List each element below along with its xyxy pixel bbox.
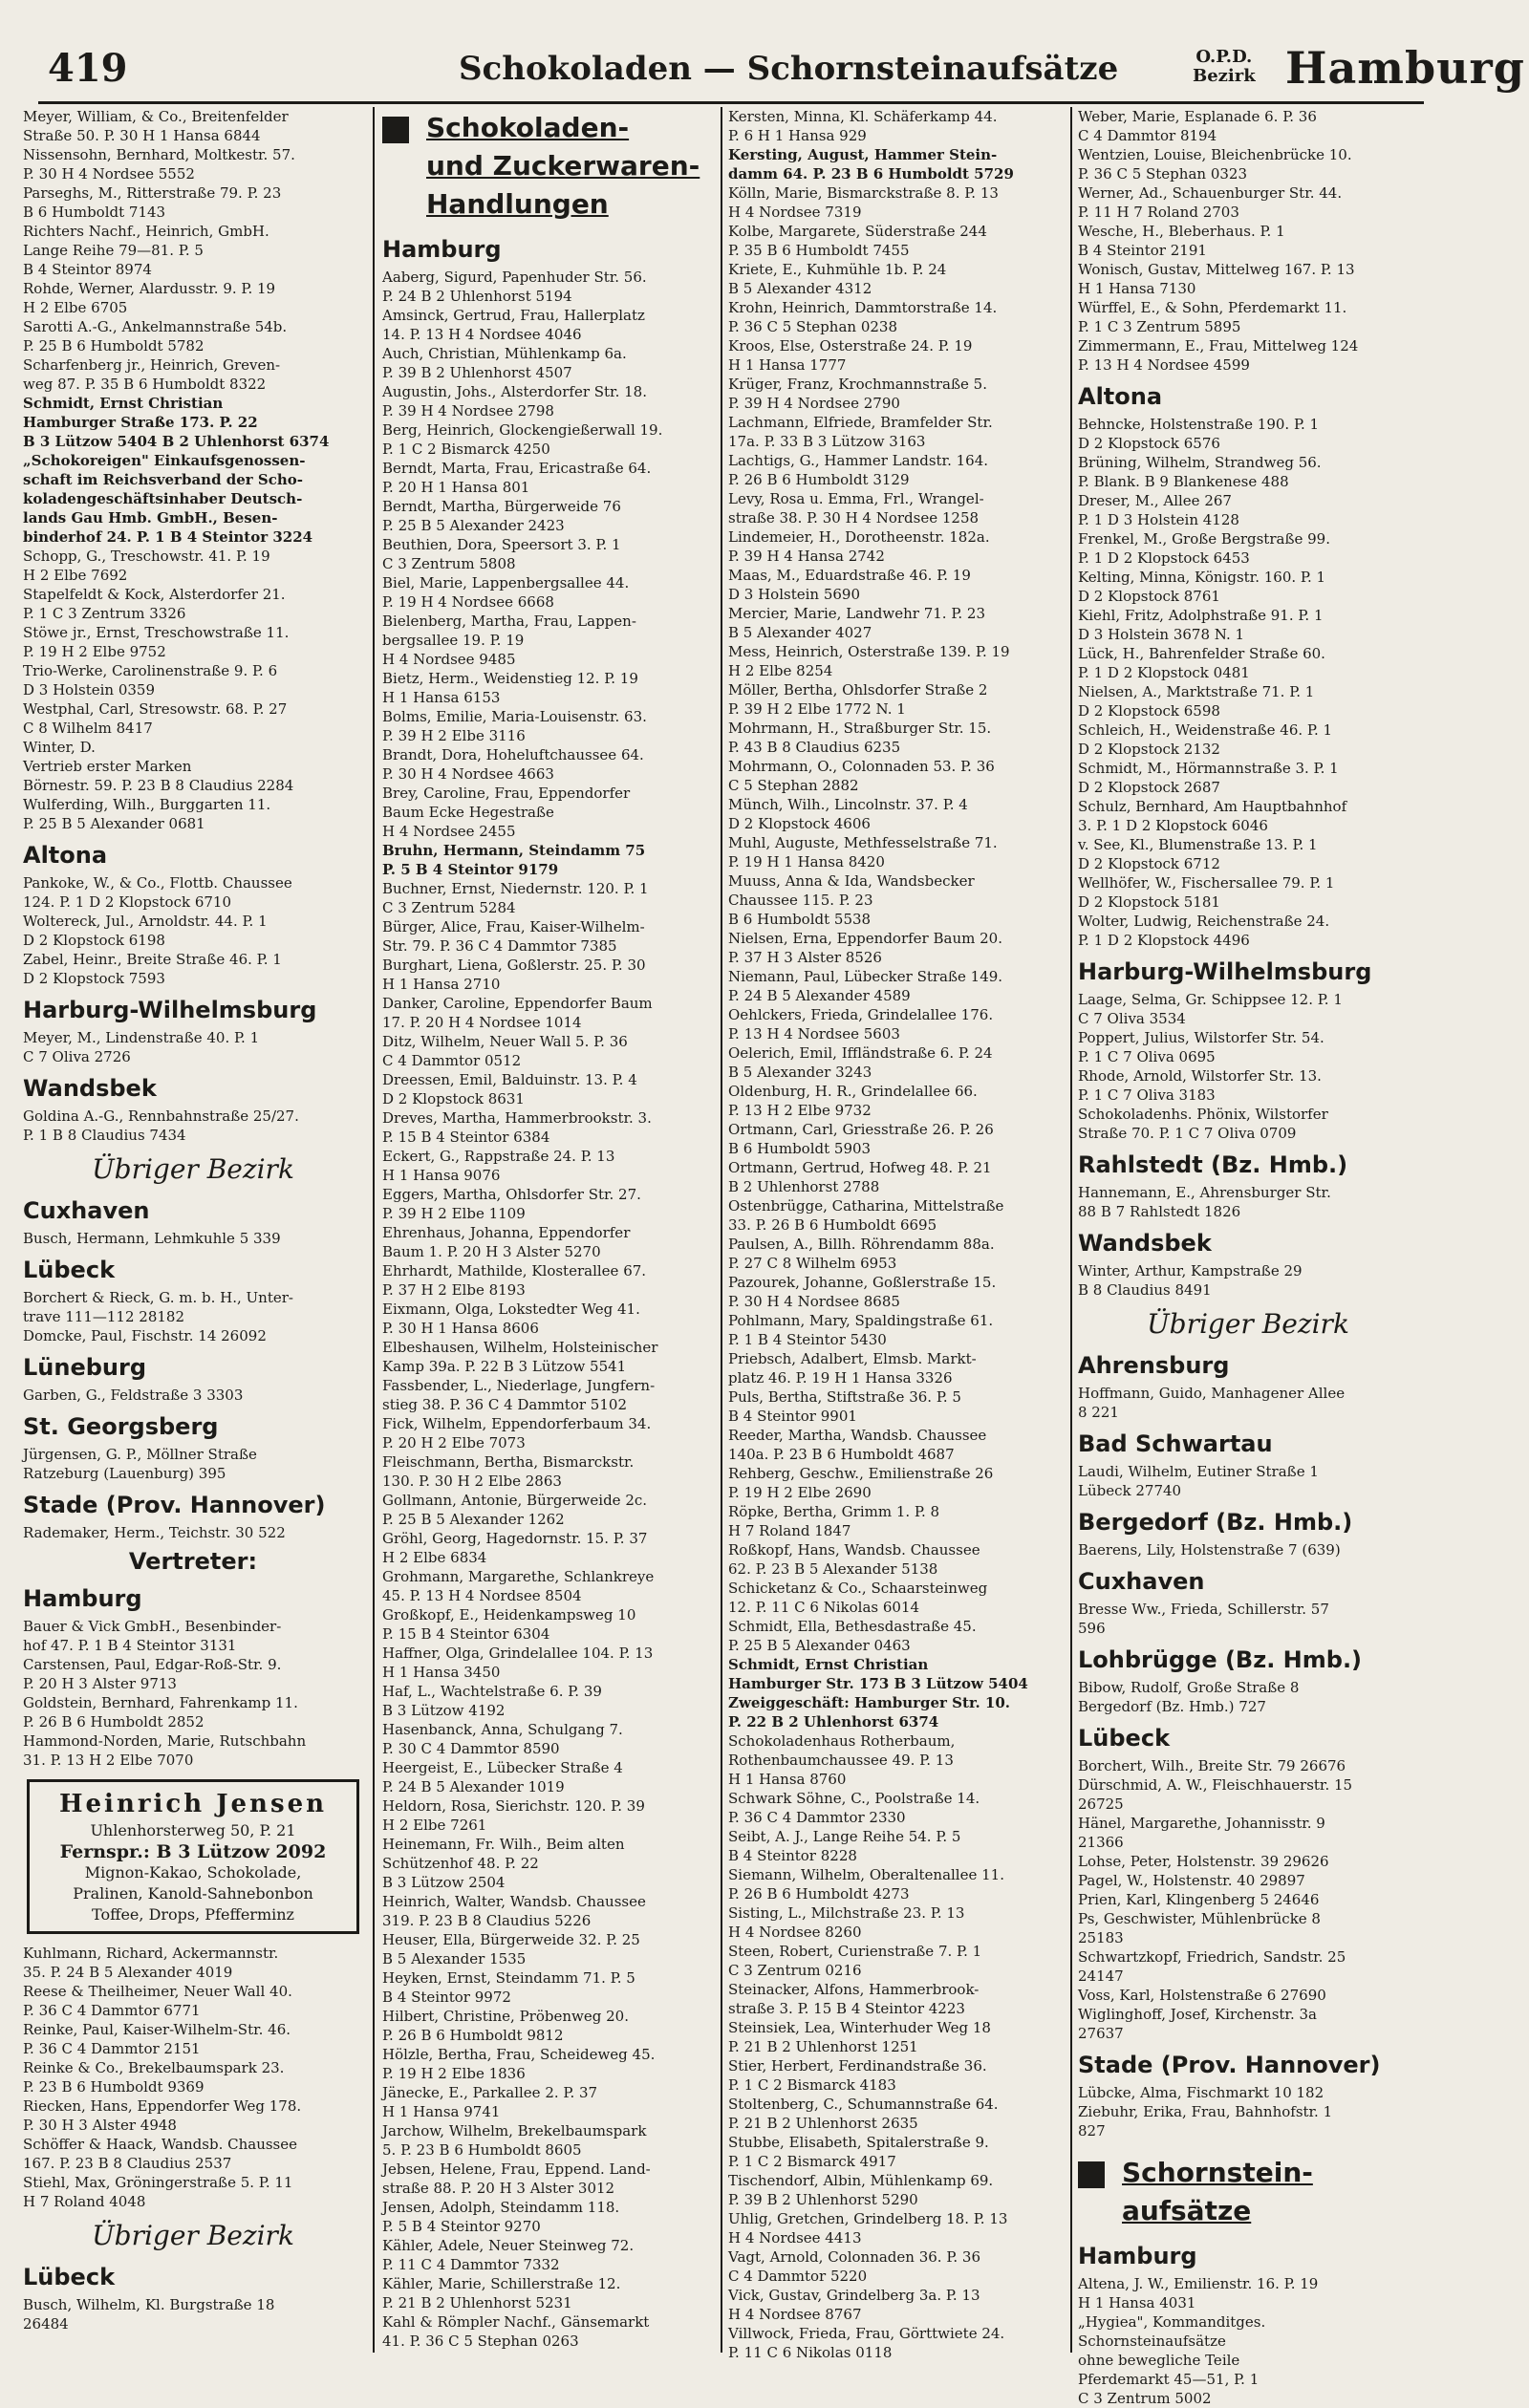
listing-entry: Carstensen, Paul, Edgar-Roß-Str. 9. P. 20 H 3 Alster 9713 bbox=[23, 1656, 282, 1692]
section-heading: Lübeck bbox=[1078, 1725, 1171, 1752]
section-heading: Bad Schwartau bbox=[1078, 1430, 1273, 1457]
listing-entry: Voss, Karl, Holstenstraße 6 27690 bbox=[1078, 1987, 1326, 2004]
listing-entry: Biel, Marie, Lappenbergsallee 44. P. 19 H 4 Nordsee 6668 bbox=[382, 574, 630, 611]
listing-entry: Uhlig, Gretchen, Grindelberg 18. P. 13 H 4 Nordsee 4413 bbox=[728, 2210, 1008, 2247]
listing-entry: Laage, Selma, Gr. Schippsee 12. P. 1 C 7 Oliva 3534 bbox=[1078, 991, 1343, 1027]
listing-entry: Ehrenhaus, Johanna, Eppendorfer Baum 1. P. 20 H 3 Alster 5270 bbox=[382, 1224, 631, 1260]
listing-entry: Jebsen, Helene, Frau, Eppend. Land- straße 88. P. 20 H 3 Alster 3012 bbox=[382, 2161, 651, 2197]
listing-entry: Kahl & Römpler Nachf., Gänsemarkt 41. P. 36 C 5 Stephan 0263 bbox=[382, 2313, 650, 2350]
listing-entry: Laudi, Wilhelm, Eutiner Straße 1 Lübeck 27740 bbox=[1078, 1463, 1319, 1499]
listing-entry: Röpke, Bertha, Grimm 1. P. 8 H 7 Roland 1847 bbox=[728, 1503, 940, 1539]
listing-entry: Schwark Söhne, C., Poolstraße 14. P. 36 C 4 Dammtor 2330 bbox=[728, 1790, 980, 1826]
listing-entry: Reinke & Co., Brekelbaumspark 23. P. 23 B 6 Humboldt 9369 bbox=[23, 2059, 285, 2096]
listing-entry: Rhode, Arnold, Wilstorfer Str. 13. P. 1 C 7 Oliva 3183 bbox=[1078, 1067, 1322, 1104]
listing-entry: Winter, D. Vertrieb erster Marken Börnestr. 59. P. 23 B 8 Claudius 2284 bbox=[23, 739, 294, 794]
listing-entry: Reese & Theilheimer, Neuer Wall 40. P. 36 C 4 Dammtor 6771 bbox=[23, 1983, 292, 2019]
listing-entry: Sarotti A.-G., Ankelmannstraße 54b. P. 25 B 6 Humboldt 5782 bbox=[23, 318, 288, 355]
listing-entry: Oldenburg, H. R., Grindelallee 66. P. 13 H 2 Elbe 9732 bbox=[728, 1083, 978, 1119]
listing-entry: Poppert, Julius, Wilstorfer Str. 54. P. 1 C 7 Oliva 0695 bbox=[1078, 1029, 1324, 1065]
listing-entry: Seibt, A. J., Lange Reihe 54. P. 5 B 4 Steintor 8228 bbox=[728, 1828, 961, 1864]
section-heading: Ahrensburg bbox=[1078, 1352, 1230, 1379]
listing-entry: Nissensohn, Bernhard, Moltkestr. 57. P. 30 H 4 Nordsee 5552 bbox=[23, 146, 295, 183]
listing-entry: Altena, J. W., Emilienstr. 16. P. 19 H 1 Hansa 4031 bbox=[1078, 2275, 1319, 2311]
column-divider bbox=[1070, 107, 1072, 2353]
listing-entry: Rehberg, Geschw., Emilienstraße 26 P. 19 H 2 Elbe 2690 bbox=[728, 1465, 994, 1501]
listing-entry: Nielsen, A., Marktstraße 71. P. 1 D 2 Klopstock 6598 bbox=[1078, 683, 1315, 720]
listing-entry: Vick, Gustav, Grindelberg 3a. P. 13 H 4 Nordsee 8767 bbox=[728, 2287, 980, 2323]
listing-entry: Wesche, H., Bleberhaus. P. 1 B 4 Steintor 2191 bbox=[1078, 223, 1285, 259]
listing-entry: Ostenbrügge, Catharina, Mittelstraße 33. P. 26 B 6 Humboldt 6695 bbox=[728, 1197, 1004, 1234]
listing-entry: Hoffmann, Guido, Manhagener Allee 8 221 bbox=[1078, 1385, 1346, 1421]
listing-entry: Eckert, G., Rappstraße 24. P. 13 H 1 Hansa 9076 bbox=[382, 1148, 615, 1184]
section-heading: Cuxhaven bbox=[1078, 1568, 1205, 1595]
listing-entry: Berndt, Marta, Frau, Ericastraße 64. P. 20 H 1 Hansa 801 bbox=[382, 460, 652, 496]
listing-entry: Mohrmann, H., Straßburger Str. 15. P. 43 B 8 Claudius 6235 bbox=[728, 720, 992, 756]
listing-entry: Buchner, Ernst, Niedernstr. 120. P. 1 C 3 Zentrum 5284 bbox=[382, 880, 649, 916]
listing-entry: Pazourek, Johanne, Goßlerstraße 15. P. 30 H 4 Nordsee 8685 bbox=[728, 1274, 997, 1310]
listing-entry: Zabel, Heinr., Breite Straße 46. P. 1 D 2 Klopstock 7593 bbox=[23, 951, 282, 987]
listing-entry: Heinemann, Fr. Wilh., Beim alten Schützenhof 48. P. 22 B 3 Lützow 2504 bbox=[382, 1836, 625, 1891]
listing-entry: Haffner, Olga, Grindelallee 104. P. 13 H 1 Hansa 3450 bbox=[382, 1645, 654, 1681]
listing-entry: Maas, M., Eduardstraße 46. P. 19 D 3 Holstein 5690 bbox=[728, 567, 971, 603]
city-heading: Hamburg bbox=[1285, 42, 1525, 94]
section-heading: Harburg-Wilhelmsburg bbox=[1078, 958, 1372, 985]
listing-entry: Berndt, Martha, Bürgerweide 76 P. 25 B 5 Alexander 2423 bbox=[382, 498, 621, 534]
listing-entry: Bauer & Vick GmbH., Besenbinder- hof 47. P. 1 B 4 Steintor 3131 bbox=[23, 1618, 282, 1654]
listing-entry: Stubbe, Elisabeth, Spitalerstraße 9. P. 1 C 2 Bismarck 4917 bbox=[728, 2134, 989, 2170]
listing-entry: Mercier, Marie, Landwehr 71. P. 23 B 5 Alexander 4027 bbox=[728, 605, 986, 641]
listing-entry: Parseghs, M., Ritterstraße 79. P. 23 B 6 Humboldt 7143 bbox=[23, 184, 282, 221]
section-heading: Altona bbox=[1078, 383, 1163, 410]
listing-entry: Garben, G., Feldstraße 3 3303 bbox=[23, 1387, 244, 1404]
section-heading: Wandsbek bbox=[23, 1075, 157, 1102]
listing-entry: Heinrich, Walter, Wandsb. Chaussee 319. P. 23 B 8 Claudius 5226 bbox=[382, 1893, 646, 1929]
listing-entry: Schleich, H., Weidenstraße 46. P. 1 D 2 Klopstock 2132 bbox=[1078, 721, 1333, 758]
listing-entry: Weber, Marie, Esplanade 6. P. 36 C 4 Dammtor 8194 bbox=[1078, 108, 1317, 144]
listing-entry: „Hygiea", Kommanditges. Schornsteinaufsätze ohne bewegliche Teile Pferdemarkt 45—51, P. 1 C 3 Zentrum 5002 bbox=[1078, 2313, 1266, 2407]
listing-entry: Ps, Geschwister, Mühlenbrücke 8 25183 bbox=[1078, 1910, 1321, 1946]
listing-entry: Stöwe jr., Ernst, Treschowstraße 11. P. 19 H 2 Elbe 9752 bbox=[23, 624, 290, 660]
listing-entry: Wolter, Ludwig, Reichenstraße 24. P. 1 D 2 Klopstock 4496 bbox=[1078, 913, 1330, 949]
listing-entry: Burghart, Liena, Goßlerstr. 25. P. 30 H 1 Hansa 2710 bbox=[382, 957, 646, 993]
listing-entry: Stapelfeldt & Kock, Alsterdorfer 21. P. 1 C 3 Zentrum 3326 bbox=[23, 586, 286, 622]
listing-entry: Dürschmid, A. W., Fleischhauerstr. 15 26725 bbox=[1078, 1776, 1353, 1813]
section-heading: Hamburg bbox=[1078, 2243, 1197, 2269]
listing-entry: Kriete, E., Kuhmühle 1b. P. 24 B 5 Alexander 4312 bbox=[728, 261, 947, 297]
advertisement-phone: Fernspr.: B 3 Lützow 2092 bbox=[59, 1841, 327, 1862]
advertisement-box bbox=[27, 1779, 359, 1934]
listing-entry: Danker, Caroline, Eppendorfer Baum 17. P. 20 H 4 Nordsee 1014 bbox=[382, 995, 653, 1031]
listing-entry: Aaberg, Sigurd, Papenhuder Str. 56. P. 24 B 2 Uhlenhorst 5194 bbox=[382, 269, 647, 305]
listing-entry: Behncke, Holstenstraße 190. P. 1 D 2 Klopstock 6576 bbox=[1078, 416, 1320, 452]
listing-entry: Brandt, Dora, Hoheluftchaussee 64. P. 30 H 4 Nordsee 4663 bbox=[382, 746, 644, 783]
listing-entry: Kähler, Adele, Neuer Steinweg 72. P. 11 C 4 Dammtor 7332 bbox=[382, 2237, 635, 2273]
listing-entry: Prien, Karl, Klingenberg 5 24646 bbox=[1078, 1891, 1320, 1908]
section-heading: Lohbrügge (Bz. Hmb.) bbox=[1078, 1646, 1363, 1673]
listing-entry: Kersting, August, Hammer Stein- damm 64. P. 23 B 6 Humboldt 5729 bbox=[728, 146, 1014, 183]
advertisement-products: Mignon-Kakao, Schokolade, Pralinen, Kanold-Sahnebonbon Toffee, Drops, Pfefferminz bbox=[73, 1863, 313, 1924]
listing-entry: Busch, Wilhelm, Kl. Burgstraße 18 26484 bbox=[23, 2296, 275, 2333]
listing-entry: Jänecke, E., Parkallee 2. P. 37 H 1 Hansa 9741 bbox=[382, 2084, 598, 2120]
listing-entry: Jürgensen, G. P., Möllner Straße Ratzeburg (Lauenburg) 395 bbox=[23, 1446, 257, 1482]
listing-entry: Mohrmann, O., Colonnaden 53. P. 36 C 5 Stephan 2882 bbox=[728, 758, 995, 794]
listing-entry: Bolms, Emilie, Maria-Louisenstr. 63. P. 39 H 2 Elbe 3116 bbox=[382, 708, 647, 744]
listing-entry: Lachmann, Elfriede, Bramfelder Str. 17a. P. 33 B 3 Lützow 3163 bbox=[728, 414, 993, 450]
listing-entry: Hänel, Margarethe, Johannisstr. 9 21366 bbox=[1078, 1815, 1325, 1851]
column-divider bbox=[373, 107, 375, 2353]
section-heading: Hamburg bbox=[382, 236, 502, 263]
page-number: 419 bbox=[48, 46, 128, 91]
listing-entry: Zimmermann, E., Frau, Mittelweg 124 P. 13 H 4 Nordsee 4599 bbox=[1078, 337, 1359, 374]
listing-entry: Stier, Herbert, Ferdinandstraße 36. P. 1 C 2 Bismarck 4183 bbox=[728, 2057, 987, 2094]
listing-entry: Bürger, Alice, Frau, Kaiser-Wilhelm- Str. 79. P. 36 C 4 Dammtor 7385 bbox=[382, 918, 645, 955]
listing-entry: Kuhlmann, Richard, Ackermannstr. 35. P. 24 B 5 Alexander 4019 bbox=[23, 1945, 279, 1981]
listing-entry: Stoltenberg, C., Schumannstraße 64. P. 21 B 2 Uhlenhorst 2635 bbox=[728, 2096, 999, 2132]
district-label: O.P.D. Bezirk bbox=[1193, 47, 1256, 86]
listing-entry: Hasenbanck, Anna, Schulgang 7. P. 30 C 4 Dammtor 8590 bbox=[382, 1721, 623, 1757]
listing-entry: Großkopf, E., Heidenkampsweg 10 P. 15 B 4 Steintor 6304 bbox=[382, 1606, 636, 1643]
listing-entry: Lohse, Peter, Holstenstr. 39 29626 bbox=[1078, 1853, 1329, 1870]
listing-entry: Bruhn, Hermann, Steindamm 75 P. 5 B 4 Steintor 9179 bbox=[382, 842, 646, 878]
listing-entry: Ortmann, Carl, Griesstraße 26. P. 26 B 6 Humboldt 5903 bbox=[728, 1121, 994, 1157]
listing-entry: Kolbe, Margarete, Süderstraße 244 P. 35 B 6 Humboldt 7455 bbox=[728, 223, 987, 259]
listing-entry: Oehlckers, Frieda, Grindelallee 176. P. 13 H 4 Nordsee 5603 bbox=[728, 1006, 994, 1043]
listing-entry: Rohde, Werner, Alardusstr. 9. P. 19 H 2 Elbe 6705 bbox=[23, 280, 276, 316]
listing-entry: Levy, Rosa u. Emma, Frl., Wrangel- straße 38. P. 30 H 4 Nordsee 1258 bbox=[728, 490, 984, 527]
listing-entry: Haf, L., Wachtelstraße 6. P. 39 B 3 Lützow 4192 bbox=[382, 1683, 602, 1719]
listing-entry: Schwartzkopf, Friedrich, Sandstr. 25 24147 bbox=[1078, 1948, 1346, 1985]
listing-entry: Kiehl, Fritz, Adolphstraße 91. P. 1 D 3 Holstein 3678 N. 1 bbox=[1078, 607, 1324, 643]
section-heading: Stade (Prov. Hannover) bbox=[23, 1492, 326, 1518]
square-bullet-icon bbox=[382, 117, 409, 143]
listing-entry: Heyken, Ernst, Steindamm 71. P. 5 B 4 Steintor 9972 bbox=[382, 1969, 635, 2006]
column-2 bbox=[382, 107, 722, 2353]
listing-entry: Goldstein, Bernhard, Fahrenkamp 11. P. 26 B 6 Humboldt 2852 bbox=[23, 1694, 298, 1731]
listing-entry: Lindemeier, H., Dorotheenstr. 182a. P. 39 H 4 Hansa 2742 bbox=[728, 528, 990, 565]
listing-entry: Bibow, Rudolf, Große Straße 8 Bergedorf (Bz. Hmb.) 727 bbox=[1078, 1679, 1300, 1715]
listing-entry: Borchert & Rieck, G. m. b. H., Unter- trave 111—112 28182 bbox=[23, 1289, 293, 1325]
listing-entry: Hannemann, E., Ahrensburger Str. 88 B 7 Rahlstedt 1826 bbox=[1078, 1184, 1331, 1220]
listing-entry: Stiehl, Max, Gröningerstraße 5. P. 11 H 7 Roland 4048 bbox=[23, 2174, 293, 2210]
listing-entry: Eixmann, Olga, Lokstedter Weg 41. P. 30 H 1 Hansa 8606 bbox=[382, 1301, 640, 1337]
listing-entry: Beuthien, Dora, Speersort 3. P. 1 C 3 Zentrum 5808 bbox=[382, 536, 621, 572]
listing-entry: Schulz, Bernhard, Am Hauptbahnhof 3. P. 1 D 2 Klopstock 6046 bbox=[1078, 798, 1347, 834]
section-heading: Übriger Bezirk bbox=[1147, 1308, 1349, 1340]
category-title bbox=[382, 109, 722, 224]
listing-entry: Tischendorf, Albin, Mühlenkamp 69. P. 39 B 2 Uhlenhorst 5290 bbox=[728, 2172, 994, 2208]
section-heading: Lübeck bbox=[23, 1257, 116, 1283]
section-heading: Hamburg bbox=[23, 1585, 142, 1612]
listing-entry: Ortmann, Gertrud, Hofweg 48. P. 21 B 2 Uhlenhorst 2788 bbox=[728, 1159, 992, 1195]
listing-entry: Meyer, William, & Co., Breitenfelder Straße 50. P. 30 H 1 Hansa 6844 bbox=[23, 108, 289, 144]
listing-entry: Krüger, Franz, Krochmannstraße 5. P. 39 H 4 Nordsee 2790 bbox=[728, 376, 987, 412]
listing-entry: Jarchow, Wilhelm, Brekelbaumspark 5. P. 23 B 6 Humboldt 8605 bbox=[382, 2122, 647, 2159]
section-heading: Altona bbox=[23, 842, 108, 869]
listing-entry: Schmidt, Ella, Bethesdastraße 45. P. 25 B 5 Alexander 0463 bbox=[728, 1618, 977, 1654]
listing-entry: Fick, Wilhelm, Eppendorferbaum 34. P. 20 H 2 Elbe 7073 bbox=[382, 1415, 652, 1451]
listing-entry: Bielenberg, Martha, Frau, Lappen- bergsallee 19. P. 19 H 4 Nordsee 9485 bbox=[382, 613, 636, 668]
listing-entry: Auch, Christian, Mühlenkamp 6a. P. 39 B 2 Uhlenhorst 4507 bbox=[382, 345, 627, 381]
listing-entry: Priebsch, Adalbert, Elmsb. Markt- platz 46. P. 19 H 1 Hansa 3326 bbox=[728, 1350, 977, 1387]
category-title-text: Schornstein- aufsätze bbox=[1122, 2157, 1313, 2226]
listing-entry: Scharfenberg jr., Heinrich, Greven- weg 87. P. 35 B 6 Humboldt 8322 bbox=[23, 356, 281, 393]
listing-entry: Dreser, M., Allee 267 P. 1 D 3 Holstein 4128 bbox=[1078, 492, 1239, 528]
listing-entry: Riecken, Hans, Eppendorfer Weg 178. P. 30 H 3 Alster 4948 bbox=[23, 2097, 302, 2134]
listing-entry: Steinacker, Alfons, Hammerbrook- straße 3. P. 15 B 4 Steintor 4223 bbox=[728, 1981, 980, 2017]
listing-entry: v. See, Kl., Blumenstraße 13. P. 1 D 2 Klopstock 6712 bbox=[1078, 836, 1318, 872]
listing-entry: Woltereck, Jul., Arnoldstr. 44. P. 1 D 2 Klopstock 6198 bbox=[23, 913, 268, 949]
column-1 bbox=[23, 107, 363, 2353]
listing-entry: Mess, Heinrich, Osterstraße 139. P. 19 H 2 Elbe 8254 bbox=[728, 643, 1010, 679]
listing-entry: Wonisch, Gustav, Mittelweg 167. P. 13 H 1 Hansa 7130 bbox=[1078, 261, 1355, 297]
listing-entry: Westphal, Carl, Stresowstr. 68. P. 27 C 8 Wilhelm 8417 bbox=[23, 700, 288, 737]
listing-entry: Münch, Wilh., Lincolnstr. 37. P. 4 D 2 Klopstock 4606 bbox=[728, 796, 968, 832]
category-title-text: Schokoladen- und Zuckerwaren- Handlungen bbox=[426, 112, 700, 220]
advertisement-address: Uhlenhorsterweg 50, P. 21 bbox=[90, 1821, 296, 1839]
listing-entry: Siemann, Wilhelm, Oberaltenallee 11. P. 26 B 6 Humboldt 4273 bbox=[728, 1866, 1004, 1903]
listing-entry: Hammond-Norden, Marie, Rutschbahn 31. P. 13 H 2 Elbe 7070 bbox=[23, 1732, 307, 1769]
listing-entry: Lück, H., Bahrenfelder Straße 60. P. 1 D 2 Klopstock 0481 bbox=[1078, 645, 1325, 681]
square-bullet-icon bbox=[1078, 2161, 1105, 2188]
listing-entry: Berg, Heinrich, Glockengießerwall 19. P. 1 C 2 Bismarck 4250 bbox=[382, 421, 663, 458]
section-heading: Stade (Prov. Hannover) bbox=[1078, 2052, 1381, 2078]
listing-entry: Lübcke, Alma, Fischmarkt 10 182 bbox=[1078, 2084, 1324, 2101]
listing-entry: Heuser, Ella, Bürgerweide 32. P. 25 B 5 Alexander 1535 bbox=[382, 1931, 640, 1967]
listing-entry: Schokoladenhaus Rotherbaum, Rothenbaumchaussee 49. P. 13 H 1 Hansa 8760 bbox=[728, 1732, 956, 1788]
listing-entry: Steen, Robert, Curienstraße 7. P. 1 C 3 Zentrum 0216 bbox=[728, 1943, 982, 1979]
listing-entry: Richters Nachf., Heinrich, GmbH. Lange Reihe 79—81. P. 5 B 4 Steintor 8974 bbox=[23, 223, 269, 278]
listing-entry: Schmidt, Ernst Christian Hamburger Straße 173. P. 22 B 3 Lützow 5404 B 2 Uhlenhorst 6374 „Schokoreigen" Einkaufsgenossen- schaft im Reichsverband der Scho- koladengeschäftsinhaber Deutsch- lands Gau Hmb. GmbH., Besen- binderhof 24. P. 1 B 4 Steintor 3224 bbox=[23, 395, 330, 546]
listing-entry: Busch, Hermann, Lehmkuhle 5 339 bbox=[23, 1230, 281, 1247]
listing-entry: Domcke, Paul, Fischstr. 14 26092 bbox=[23, 1327, 267, 1344]
listing-entry: Puls, Bertha, Stiftstraße 36. P. 5 B 4 Steintor 9901 bbox=[728, 1388, 961, 1425]
column-3 bbox=[728, 107, 1068, 2361]
section-heading: Vertreter: bbox=[128, 1548, 258, 1575]
listing-entry: Oelerich, Emil, Iffländstraße 6. P. 24 B 5 Alexander 3243 bbox=[728, 1044, 993, 1081]
listing-entry: Pagel, W., Holstenstr. 40 29897 bbox=[1078, 1872, 1305, 1889]
page-header bbox=[38, 42, 1525, 104]
listing-entry: Kersten, Minna, Kl. Schäferkamp 44. P. 6 H 1 Hansa 929 bbox=[728, 108, 998, 144]
section-heading: Übriger Bezirk bbox=[92, 2220, 294, 2251]
listing-entry: Nielsen, Erna, Eppendorfer Baum 20. P. 37 H 3 Alster 8526 bbox=[728, 930, 1002, 966]
listing-entry: Werner, Ad., Schauenburger Str. 44. P. 11 H 7 Roland 2703 bbox=[1078, 184, 1343, 221]
section-heading: St. Georgsberg bbox=[23, 1413, 219, 1440]
listing-entry: Kähler, Marie, Schillerstraße 12. P. 21 B 2 Uhlenhorst 5231 bbox=[382, 2275, 621, 2311]
section-heading: Lüneburg bbox=[23, 1354, 147, 1381]
section-heading: Lübeck bbox=[23, 2264, 116, 2290]
listing-entry: Winter, Arthur, Kampstraße 29 B 8 Claudius 8491 bbox=[1078, 1262, 1303, 1299]
listing-entry: Jensen, Adolph, Steindamm 118. P. 5 B 4 Steintor 9270 bbox=[382, 2199, 620, 2235]
listing-entry: Schmidt, M., Hörmannstraße 3. P. 1 D 2 Klopstock 2687 bbox=[1078, 760, 1339, 796]
listing-entry: Paulsen, A., Billh. Röhrendamm 88a. P. 27 C 8 Wilhelm 6953 bbox=[728, 1236, 995, 1272]
listing-entry: Brüning, Wilhelm, Strandweg 56. P. Blank. B 9 Blankenese 488 bbox=[1078, 454, 1322, 490]
listing-entry: Borchert, Wilh., Breite Str. 79 26676 bbox=[1078, 1757, 1346, 1774]
listing-entry: Schmidt, Ernst Christian Hamburger Str. 173 B 3 Lützow 5404 Zweiggeschäft: Hamburger Str. 10. P. 22 B 2 Uhlenhorst 6374 bbox=[728, 1656, 1028, 1731]
column-4 bbox=[1078, 107, 1418, 2407]
listing-entry: Reeder, Martha, Wandsb. Chaussee 140a. P. 23 B 6 Humboldt 4687 bbox=[728, 1427, 987, 1463]
listing-entry: Hilbert, Christine, Pröbenweg 20. P. 26 B 6 Humboldt 9812 bbox=[382, 2008, 629, 2044]
listing-entry: Wellhöfer, W., Fischersallee 79. P. 1 D 2 Klopstock 5181 bbox=[1078, 874, 1335, 911]
listing-entry: Amsinck, Gertrud, Frau, Hallerplatz 14. P. 13 H 4 Nordsee 4046 bbox=[382, 307, 645, 343]
section-heading: Cuxhaven bbox=[23, 1197, 150, 1224]
listing-entry: Elbeshausen, Wilhelm, Holsteinischer Kamp 39a. P. 22 B 3 Lützow 5541 bbox=[382, 1339, 658, 1375]
listing-entry: Hölzle, Bertha, Frau, Scheideweg 45. P. 19 H 2 Elbe 1836 bbox=[382, 2046, 656, 2082]
listing-entry: Niemann, Paul, Lübecker Straße 149. P. 24 B 5 Alexander 4589 bbox=[728, 968, 1003, 1004]
listing-entry: Schokoladenhs. Phönix, Wilstorfer Straße 70. P. 1 C 7 Oliva 0709 bbox=[1078, 1106, 1328, 1142]
listing-entry: Heergeist, E., Lübecker Straße 4 P. 24 B 5 Alexander 1019 bbox=[382, 1759, 623, 1795]
listing-entry: Reinke, Paul, Kaiser-Wilhelm-Str. 46. P. 36 C 4 Dammtor 2151 bbox=[23, 2021, 291, 2057]
listing-entry: Augustin, Johs., Alsterdorfer Str. 18. P. 39 H 4 Nordsee 2798 bbox=[382, 383, 647, 419]
listing-entry: Pohlmann, Mary, Spaldingstraße 61. P. 1 B 4 Steintor 5430 bbox=[728, 1312, 994, 1348]
listing-entry: Trio-Werke, Carolinenstraße 9. P. 6 D 3 Holstein 0359 bbox=[23, 662, 278, 699]
listing-entry: Ditz, Wilhelm, Neuer Wall 5. P. 36 C 4 Dammtor 0512 bbox=[382, 1033, 628, 1069]
listing-entry: Sisting, L., Milchstraße 23. P. 13 H 4 Nordsee 8260 bbox=[728, 1904, 965, 1941]
listing-entry: Villwock, Frieda, Frau, Görttwiete 24. P. 11 C 6 Nikolas 0118 bbox=[728, 2325, 1005, 2361]
listing-entry: Schöffer & Haack, Wandsb. Chaussee 167. P. 23 B 8 Claudius 2537 bbox=[23, 2136, 297, 2172]
listing-entry: Vagt, Arnold, Colonnaden 36. P. 36 C 4 Dammtor 5220 bbox=[728, 2248, 981, 2285]
listing-entry: Kroos, Else, Osterstraße 24. P. 19 H 1 Hansa 1777 bbox=[728, 337, 973, 374]
listing-entry: Baerens, Lily, Holstenstraße 7 (639) bbox=[1078, 1541, 1341, 1559]
listing-entry: Schicketanz & Co., Schaarsteinweg 12. P. 11 C 6 Nikolas 6014 bbox=[728, 1580, 988, 1616]
listing-entry: Muhl, Auguste, Methfesselstraße 71. P. 19 H 1 Hansa 8420 bbox=[728, 834, 998, 871]
listing-entry: Wiglinghoff, Josef, Kirchenstr. 3a 27637 bbox=[1078, 2006, 1317, 2042]
listing-entry: Kelting, Minna, Königstr. 160. P. 1 D 2 Klopstock 8761 bbox=[1078, 569, 1326, 605]
listing-entry: Meyer, M., Lindenstraße 40. P. 1 C 7 Oliva 2726 bbox=[23, 1029, 260, 1065]
section-heading: Rahlstedt (Bz. Hmb.) bbox=[1078, 1151, 1348, 1178]
listing-entry: Roßkopf, Hans, Wandsb. Chaussee 62. P. 23 B 5 Alexander 5138 bbox=[728, 1541, 980, 1578]
listing-entry: Fassbender, L., Niederlage, Jungfern- stieg 38. P. 36 C 4 Dammtor 5102 bbox=[382, 1377, 656, 1413]
listing-entry: Dreessen, Emil, Balduinstr. 13. P. 4 D 2 Klopstock 8631 bbox=[382, 1071, 637, 1107]
listing-entry: Würffel, E., & Sohn, Pferdemarkt 11. P. 1 C 3 Zentrum 5895 bbox=[1078, 299, 1347, 335]
listing-entry: Rademaker, Herm., Teichstr. 30 522 bbox=[23, 1524, 286, 1541]
page-heading: Schokoladen — Schornsteinaufsätze bbox=[459, 50, 1119, 88]
listing-entry: Dreves, Martha, Hammerbrookstr. 3. P. 15 B 4 Steintor 6384 bbox=[382, 1109, 652, 1146]
listing-entry: Ehrhardt, Mathilde, Klosterallee 67. P. 37 H 2 Elbe 8193 bbox=[382, 1262, 647, 1299]
listing-entry: Wentzien, Louise, Bleichenbrücke 10. P. 36 C 5 Stephan 0323 bbox=[1078, 146, 1352, 183]
listing-entry: Muuss, Anna & Ida, Wandsbecker Chaussee 115. P. 23 B 6 Humboldt 5538 bbox=[728, 872, 975, 928]
listing-entry: Lachtigs, G., Hammer Landstr. 164. P. 26 B 6 Humboldt 3129 bbox=[728, 452, 989, 488]
listing-entry: Möller, Bertha, Ohlsdorfer Straße 2 P. 39 H 2 Elbe 1772 N. 1 bbox=[728, 681, 988, 718]
listing-entry: Bresse Ww., Frieda, Schillerstr. 57 596 bbox=[1078, 1601, 1329, 1637]
advertisement-title: Heinrich Jensen bbox=[58, 1790, 328, 1818]
listing-entry: Heldorn, Rosa, Sierichstr. 120. P. 39 H 2 Elbe 7261 bbox=[382, 1797, 645, 1834]
listing-entry: Gollmann, Antonie, Bürgerweide 2c. P. 25 B 5 Alexander 1262 bbox=[382, 1492, 648, 1528]
listing-entry: Pankoke, W., & Co., Flottb. Chaussee 124. P. 1 D 2 Klopstock 6710 bbox=[23, 874, 292, 911]
listing-entry: Fleischmann, Bertha, Bismarckstr. 130. P. 30 H 2 Elbe 2863 bbox=[382, 1453, 635, 1490]
listing-entry: Bietz, Herm., Weidenstieg 12. P. 19 H 1 Hansa 6153 bbox=[382, 670, 638, 706]
section-heading: Harburg-Wilhelmsburg bbox=[23, 997, 317, 1023]
listing-entry: Frenkel, M., Große Bergstraße 99. P. 1 D 2 Klopstock 6453 bbox=[1078, 530, 1330, 567]
listing-entry: Eggers, Martha, Ohlsdorfer Str. 27. P. 39 H 2 Elbe 1109 bbox=[382, 1186, 641, 1222]
listing-entry: Steinsiek, Lea, Winterhuder Weg 18 P. 21 B 2 Uhlenhorst 1251 bbox=[728, 2019, 991, 2055]
category-title bbox=[1078, 2154, 1418, 2230]
listing-entry: Krohn, Heinrich, Dammtorstraße 14. P. 36 C 5 Stephan 0238 bbox=[728, 299, 998, 335]
listing-entry: Wulferding, Wilh., Burggarten 11. P. 25 B 5 Alexander 0681 bbox=[23, 796, 271, 832]
listing-entry: Grohmann, Margarethe, Schlankreye 45. P. 13 H 4 Nordsee 8504 bbox=[382, 1568, 655, 1604]
listing-entry: Brey, Caroline, Frau, Eppendorfer Baum Ecke Hegestraße H 4 Nordsee 2455 bbox=[382, 785, 631, 840]
listing-entry: Goldina A.-G., Rennbahnstraße 25/27. P. 1 B 8 Claudius 7434 bbox=[23, 1107, 299, 1144]
listing-entry: Gröhl, Georg, Hagedornstr. 15. P. 37 H 2 Elbe 6834 bbox=[382, 1530, 648, 1566]
section-heading: Übriger Bezirk bbox=[92, 1153, 294, 1185]
section-heading: Bergedorf (Bz. Hmb.) bbox=[1078, 1509, 1353, 1536]
listing-entry: Schopp, G., Treschowstr. 41. P. 19 H 2 Elbe 7692 bbox=[23, 548, 270, 584]
listing-entry: Kölln, Marie, Bismarckstraße 8. P. 13 H 4 Nordsee 7319 bbox=[728, 184, 999, 221]
listing-entry: Ziebuhr, Erika, Frau, Bahnhofstr. 1 827 bbox=[1078, 2103, 1333, 2139]
section-heading: Wandsbek bbox=[1078, 1230, 1212, 1257]
